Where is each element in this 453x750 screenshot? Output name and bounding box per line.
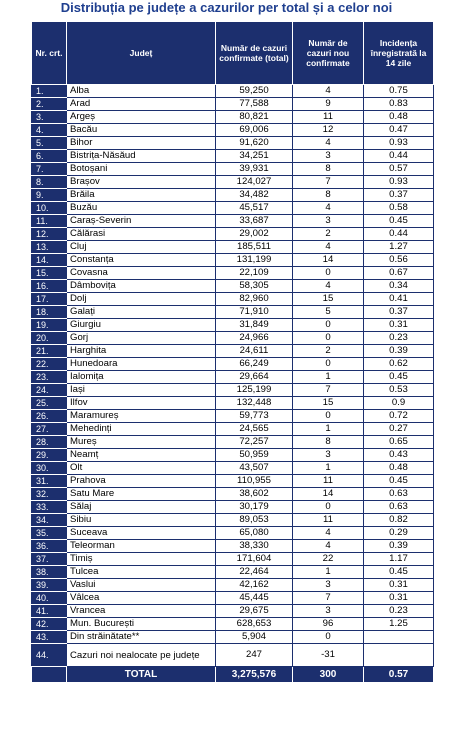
new-cases: 1 — [293, 423, 364, 436]
new-cases: 22 — [293, 553, 364, 566]
new-cases: 0 — [293, 332, 364, 345]
total-cases: 29,675 — [216, 605, 293, 618]
row-number: 22. — [32, 358, 67, 371]
new-cases: 8 — [293, 436, 364, 449]
county-name: Ilfov — [67, 397, 216, 410]
table-row — [32, 527, 434, 540]
incidence-14-days: 0.93 — [364, 137, 434, 150]
county-name: Teleorman — [67, 540, 216, 553]
table-row — [32, 488, 434, 501]
new-cases: 11 — [293, 111, 364, 124]
row-number: 20. — [32, 332, 67, 345]
row-number: 18. — [32, 306, 67, 319]
county-name: Ialomița — [67, 371, 216, 384]
row-number: 36. — [32, 540, 67, 553]
new-cases: 0 — [293, 319, 364, 332]
row-number: 42. — [32, 618, 67, 631]
table-row — [32, 137, 434, 150]
new-cases: 4 — [293, 137, 364, 150]
total-cases: 5,904 — [216, 631, 293, 644]
total-cases: 38,330 — [216, 540, 293, 553]
table-row — [32, 280, 434, 293]
incidence-14-days: 0.45 — [364, 371, 434, 384]
incidence-14-days: 0.65 — [364, 436, 434, 449]
incidence-14-days: 0.37 — [364, 189, 434, 202]
header-nr: Nr. crt. — [32, 22, 67, 85]
total-cases: 77,588 — [216, 98, 293, 111]
total-cases: 30,179 — [216, 501, 293, 514]
row-number: 33. — [32, 501, 67, 514]
total-label: TOTAL — [67, 667, 216, 683]
incidence-14-days: 0.62 — [364, 358, 434, 371]
row-number: 43. — [32, 631, 67, 644]
total-cases: 38,602 — [216, 488, 293, 501]
new-cases: 4 — [293, 527, 364, 540]
incidence-14-days: 0.48 — [364, 111, 434, 124]
incidence-14-days: 0.31 — [364, 579, 434, 592]
row-number: 39. — [32, 579, 67, 592]
row-number: 32. — [32, 488, 67, 501]
new-cases: 15 — [293, 397, 364, 410]
total-cases: 42,162 — [216, 579, 293, 592]
row-number: 38. — [32, 566, 67, 579]
county-name: Bistrița-Năsăud — [67, 150, 216, 163]
new-cases: 3 — [293, 215, 364, 228]
table-body — [32, 85, 434, 667]
county-name: Maramureș — [67, 410, 216, 423]
total-cases: 29,664 — [216, 371, 293, 384]
table-row — [32, 293, 434, 306]
row-number: 21. — [32, 345, 67, 358]
county-name: Bihor — [67, 137, 216, 150]
county-name: Timiș — [67, 553, 216, 566]
county-name: Gorj — [67, 332, 216, 345]
table-row — [32, 163, 434, 176]
county-name: Arad — [67, 98, 216, 111]
new-cases: 7 — [293, 592, 364, 605]
total-cases: 185,511 — [216, 241, 293, 254]
total-cases: 59,250 — [216, 85, 293, 98]
table-row — [32, 150, 434, 163]
incidence-14-days: 0.39 — [364, 540, 434, 553]
new-cases: 8 — [293, 163, 364, 176]
incidence-14-days: 0.82 — [364, 514, 434, 527]
row-number: 30. — [32, 462, 67, 475]
new-cases: 0 — [293, 410, 364, 423]
incidence-14-days: 0.93 — [364, 176, 434, 189]
row-number: 15. — [32, 267, 67, 280]
table-row — [32, 384, 434, 397]
total-cases: 91,620 — [216, 137, 293, 150]
table-row — [32, 631, 434, 644]
table-row — [32, 241, 434, 254]
total-cases: 59,773 — [216, 410, 293, 423]
total-cases: 34,482 — [216, 189, 293, 202]
header-county: Județ — [67, 22, 216, 85]
table-row — [32, 111, 434, 124]
table-row — [32, 436, 434, 449]
county-name: Caraș-Severin — [67, 215, 216, 228]
total-cases: 3,275,576 — [216, 667, 293, 683]
total-cases: 110,955 — [216, 475, 293, 488]
county-name: Giurgiu — [67, 319, 216, 332]
new-cases: 3 — [293, 605, 364, 618]
county-name: Botoșani — [67, 163, 216, 176]
county-name: Dolj — [67, 293, 216, 306]
table-row — [32, 449, 434, 462]
total-cases: 71,910 — [216, 306, 293, 319]
county-name: Mun. București — [67, 618, 216, 631]
county-name: Brașov — [67, 176, 216, 189]
table-row — [32, 202, 434, 215]
total-cases: 65,080 — [216, 527, 293, 540]
table-row — [32, 371, 434, 384]
new-cases: 4 — [293, 241, 364, 254]
row-number: 8. — [32, 176, 67, 189]
county-name: Sibiu — [67, 514, 216, 527]
county-name: Covasna — [67, 267, 216, 280]
total-cases: 24,966 — [216, 332, 293, 345]
table-row — [32, 592, 434, 605]
incidence-14-days: 1.27 — [364, 241, 434, 254]
row-number: 31. — [32, 475, 67, 488]
county-name: Neamț — [67, 449, 216, 462]
new-cases: 14 — [293, 254, 364, 267]
incidence-14-days: 0.27 — [364, 423, 434, 436]
county-name: Vaslui — [67, 579, 216, 592]
new-cases: 4 — [293, 280, 364, 293]
county-name: Mehedinți — [67, 423, 216, 436]
incidence-14-days: 0.63 — [364, 501, 434, 514]
total-cases: 33,687 — [216, 215, 293, 228]
table-row — [32, 462, 434, 475]
new-cases: 1 — [293, 566, 364, 579]
total-cases: 45,445 — [216, 592, 293, 605]
total-cases: 69,006 — [216, 124, 293, 137]
incidence-14-days: 0.48 — [364, 462, 434, 475]
county-name: Buzău — [67, 202, 216, 215]
new-cases: 1 — [293, 371, 364, 384]
total-cases: 50,959 — [216, 449, 293, 462]
incidence-14-days: 0.41 — [364, 293, 434, 306]
total-cases: 124,027 — [216, 176, 293, 189]
total-cases: 72,257 — [216, 436, 293, 449]
row-number: 3. — [32, 111, 67, 124]
county-name: Tulcea — [67, 566, 216, 579]
table-row — [32, 319, 434, 332]
county-name: Suceava — [67, 527, 216, 540]
incidence-14-days: 0.9 — [364, 397, 434, 410]
total-row — [32, 667, 434, 683]
county-name: Mureș — [67, 436, 216, 449]
new-cases: 1 — [293, 462, 364, 475]
total-cases: 39,931 — [216, 163, 293, 176]
table-row — [32, 397, 434, 410]
new-cases: 4 — [293, 540, 364, 553]
table-row — [32, 98, 434, 111]
header-incidence: Incidența înregistrată la 14 zile — [364, 22, 434, 85]
incidence-14-days: 0.58 — [364, 202, 434, 215]
total-cases: 29,002 — [216, 228, 293, 241]
incidence-14-days: 0.67 — [364, 267, 434, 280]
new-cases: 7 — [293, 176, 364, 189]
total-cases: 22,464 — [216, 566, 293, 579]
incidence-14-days: 0.37 — [364, 306, 434, 319]
table-row — [32, 358, 434, 371]
total-cases: 131,199 — [216, 254, 293, 267]
row-number: 6. — [32, 150, 67, 163]
row-number: 24. — [32, 384, 67, 397]
table-row — [32, 644, 434, 667]
incidence-14-days: 0.63 — [364, 488, 434, 501]
new-cases: 11 — [293, 514, 364, 527]
row-number: 19. — [32, 319, 67, 332]
incidence-14-days: 0.56 — [364, 254, 434, 267]
new-cases: 3 — [293, 579, 364, 592]
county-name: Bacău — [67, 124, 216, 137]
incidence-14-days: 0.75 — [364, 85, 434, 98]
row-number: 7. — [32, 163, 67, 176]
county-name: Hunedoara — [67, 358, 216, 371]
incidence-14-days: 0.29 — [364, 527, 434, 540]
row-number: 1. — [32, 85, 67, 98]
total-cases: 80,821 — [216, 111, 293, 124]
new-cases: 2 — [293, 345, 364, 358]
table-row — [32, 254, 434, 267]
row-number: 2. — [32, 98, 67, 111]
county-name: Călărasi — [67, 228, 216, 241]
county-name: Vâlcea — [67, 592, 216, 605]
county-name: Olt — [67, 462, 216, 475]
table-row — [32, 514, 434, 527]
row-number: 16. — [32, 280, 67, 293]
county-name: Constanța — [67, 254, 216, 267]
total-incidence: 0.57 — [364, 667, 434, 683]
table-row — [32, 345, 434, 358]
row-number: 35. — [32, 527, 67, 540]
county-name: Galați — [67, 306, 216, 319]
incidence-14-days: 0.53 — [364, 384, 434, 397]
county-cases-table — [31, 21, 434, 683]
total-cases: 24,611 — [216, 345, 293, 358]
row-number: 13. — [32, 241, 67, 254]
total-cases: 66,249 — [216, 358, 293, 371]
total-cases: 628,653 — [216, 618, 293, 631]
table-header-row — [32, 22, 434, 85]
total-cases: 132,448 — [216, 397, 293, 410]
total-cases: 31,849 — [216, 319, 293, 332]
incidence-14-days — [364, 644, 434, 667]
row-number: 5. — [32, 137, 67, 150]
row-number: 37. — [32, 553, 67, 566]
table-row — [32, 579, 434, 592]
county-name: Cluj — [67, 241, 216, 254]
total-cases: 82,960 — [216, 293, 293, 306]
table-row — [32, 306, 434, 319]
total-cases: 24,565 — [216, 423, 293, 436]
county-name: Harghita — [67, 345, 216, 358]
row-number: 29. — [32, 449, 67, 462]
new-cases: 7 — [293, 384, 364, 397]
incidence-14-days: 0.45 — [364, 215, 434, 228]
new-cases: 11 — [293, 475, 364, 488]
row-number: 34. — [32, 514, 67, 527]
county-name: Din străinătate** — [67, 631, 216, 644]
county-name: Prahova — [67, 475, 216, 488]
row-number: 11. — [32, 215, 67, 228]
table-row — [32, 540, 434, 553]
incidence-14-days: 0.47 — [364, 124, 434, 137]
table-row — [32, 553, 434, 566]
row-number: 4. — [32, 124, 67, 137]
row-number: 25. — [32, 397, 67, 410]
total-cases: 22,109 — [216, 267, 293, 280]
new-cases: 12 — [293, 124, 364, 137]
table-row — [32, 332, 434, 345]
table-row — [32, 267, 434, 280]
incidence-14-days — [364, 631, 434, 644]
row-number: 17. — [32, 293, 67, 306]
total-cases: 125,199 — [216, 384, 293, 397]
new-cases: 0 — [293, 501, 364, 514]
table-row — [32, 228, 434, 241]
incidence-14-days: 0.31 — [364, 592, 434, 605]
total-cases: 58,305 — [216, 280, 293, 293]
incidence-14-days: 0.39 — [364, 345, 434, 358]
row-number: 10. — [32, 202, 67, 215]
incidence-14-days: 0.72 — [364, 410, 434, 423]
county-name: Iași — [67, 384, 216, 397]
county-name: Cazuri noi nealocate pe județe — [67, 644, 216, 667]
incidence-14-days: 0.57 — [364, 163, 434, 176]
total-cases: 89,053 — [216, 514, 293, 527]
incidence-14-days: 0.83 — [364, 98, 434, 111]
row-number: 40. — [32, 592, 67, 605]
row-number: 41. — [32, 605, 67, 618]
incidence-14-days: 0.23 — [364, 332, 434, 345]
total-cases: 247 — [216, 644, 293, 667]
county-name: Sălaj — [67, 501, 216, 514]
header-total-cases: Număr de cazuri confirmate (total) — [216, 22, 293, 85]
incidence-14-days: 1.17 — [364, 553, 434, 566]
total-cases: 45,517 — [216, 202, 293, 215]
new-cases: 9 — [293, 98, 364, 111]
county-name: Satu Mare — [67, 488, 216, 501]
incidence-14-days: 0.31 — [364, 319, 434, 332]
total-new-cases: 300 — [293, 667, 364, 683]
county-name: Argeș — [67, 111, 216, 124]
new-cases: 2 — [293, 228, 364, 241]
page-title: Distribuția pe județe a cazurilor per total și a celor noi — [60, 0, 393, 15]
table-row — [32, 475, 434, 488]
table-row — [32, 189, 434, 202]
incidence-14-days: 0.23 — [364, 605, 434, 618]
table-row — [32, 124, 434, 137]
new-cases: 3 — [293, 449, 364, 462]
new-cases: 4 — [293, 202, 364, 215]
table-row — [32, 566, 434, 579]
table-row — [32, 410, 434, 423]
row-number: 14. — [32, 254, 67, 267]
incidence-14-days: 0.45 — [364, 566, 434, 579]
incidence-14-days: 0.44 — [364, 228, 434, 241]
table-row — [32, 215, 434, 228]
table-row — [32, 501, 434, 514]
table-row — [32, 423, 434, 436]
row-number: 28. — [32, 436, 67, 449]
new-cases: -31 — [293, 644, 364, 667]
header-new-cases: Număr de cazuri nou confirmate — [293, 22, 364, 85]
table-row — [32, 176, 434, 189]
county-name: Alba — [67, 85, 216, 98]
row-number: 23. — [32, 371, 67, 384]
row-number: 9. — [32, 189, 67, 202]
total-cases: 171,604 — [216, 553, 293, 566]
total-cases: 43,507 — [216, 462, 293, 475]
new-cases: 15 — [293, 293, 364, 306]
incidence-14-days: 0.45 — [364, 475, 434, 488]
new-cases: 96 — [293, 618, 364, 631]
incidence-14-days: 0.43 — [364, 449, 434, 462]
table-row — [32, 605, 434, 618]
new-cases: 8 — [293, 189, 364, 202]
new-cases: 4 — [293, 85, 364, 98]
new-cases: 5 — [293, 306, 364, 319]
total-cases: 34,251 — [216, 150, 293, 163]
incidence-14-days: 1.25 — [364, 618, 434, 631]
new-cases: 0 — [293, 267, 364, 280]
county-name: Vrancea — [67, 605, 216, 618]
table-row — [32, 618, 434, 631]
new-cases: 14 — [293, 488, 364, 501]
incidence-14-days: 0.34 — [364, 280, 434, 293]
new-cases: 3 — [293, 150, 364, 163]
county-name: Brăila — [67, 189, 216, 202]
new-cases: 0 — [293, 631, 364, 644]
county-name: Dâmbovița — [67, 280, 216, 293]
table-row — [32, 85, 434, 98]
row-number: 12. — [32, 228, 67, 241]
row-number: 27. — [32, 423, 67, 436]
new-cases: 0 — [293, 358, 364, 371]
row-number: 26. — [32, 410, 67, 423]
row-number: 44. — [32, 644, 67, 667]
incidence-14-days: 0.44 — [364, 150, 434, 163]
